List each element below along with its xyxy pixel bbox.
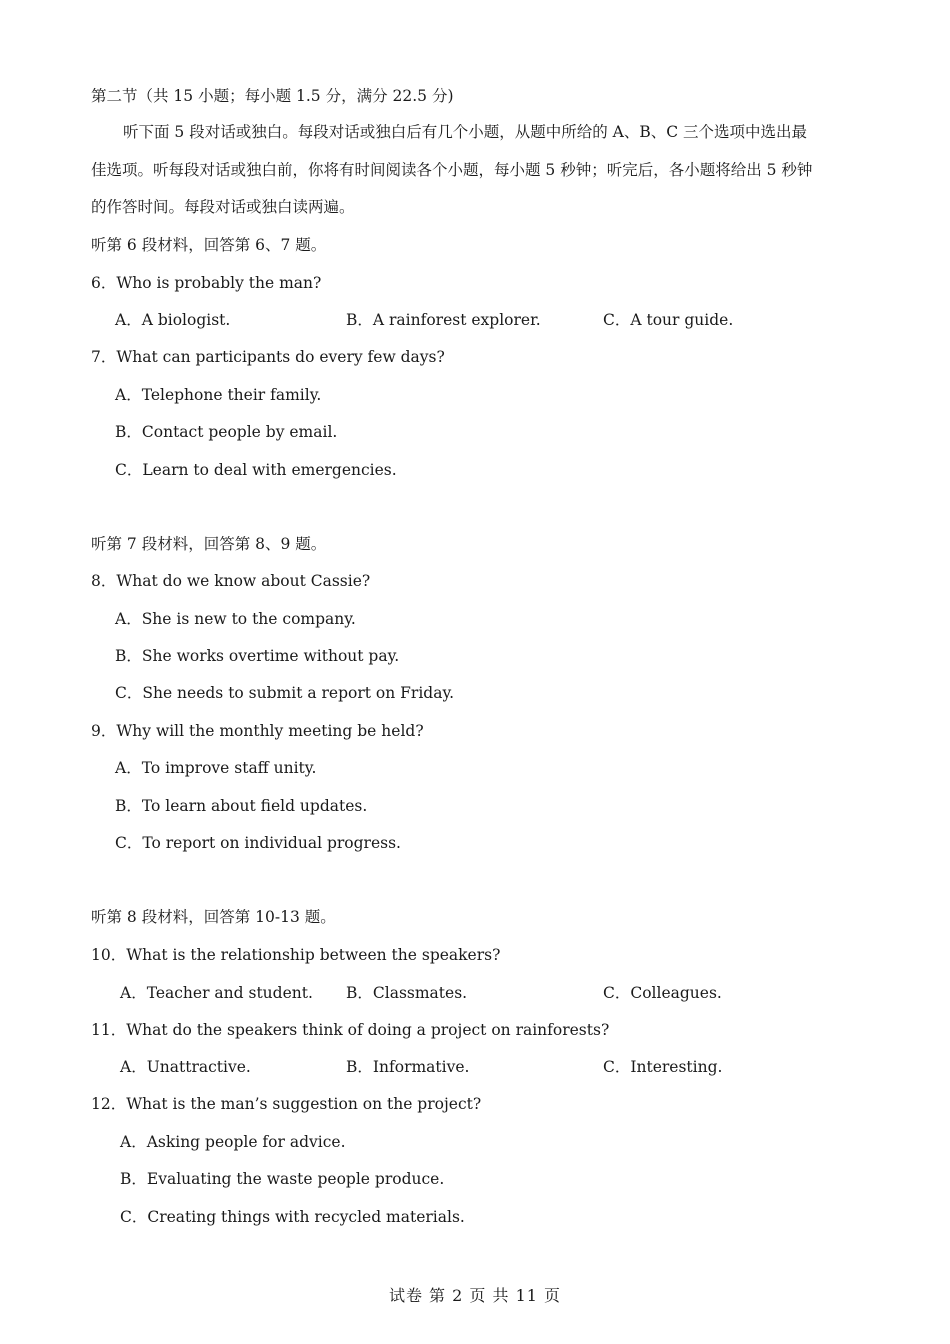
question-6-option-a: A．A biologist. bbox=[115, 311, 231, 329]
question-11-option-c: C．Interesting. bbox=[603, 1058, 723, 1076]
question-12-option-a: A．Asking people for advice. bbox=[120, 1133, 346, 1151]
question-6-option-c: C．A tour guide. bbox=[603, 311, 734, 329]
question-11-option-b: B．Informative. bbox=[346, 1058, 470, 1076]
question-11-option-a: A．Unattractive. bbox=[120, 1058, 251, 1076]
instruction-line-1: 听下面 5 段对话或独白。每段对话或独白后有几个小题，从题中所给的 A、B、C 三个选项中选出最 bbox=[123, 123, 808, 141]
group6-heading: 听第 6 段材料，回答第 6、7 题。 bbox=[91, 236, 327, 254]
question-8: 8．What do we know about Cassie? bbox=[91, 572, 371, 590]
question-12-option-c: C．Creating things with recycled materials. bbox=[120, 1208, 465, 1226]
question-12: 12．What is the man’s suggestion on the project? bbox=[91, 1095, 482, 1113]
question-8-option-b: B．She works overtime without pay. bbox=[115, 647, 400, 665]
question-9: 9．Why will the monthly meeting be held? bbox=[91, 722, 424, 740]
group8-heading: 听第 8 段材料，回答第 10-13 题。 bbox=[91, 908, 336, 926]
question-8-option-c: C．She needs to submit a report on Friday. bbox=[115, 684, 455, 702]
section-header: 第二节（共 15 小题；每小题 1.5 分，满分 22.5 分) bbox=[91, 87, 454, 105]
question-12-option-b: B．Evaluating the waste people produce. bbox=[120, 1170, 445, 1188]
question-6: 6．Who is probably the man? bbox=[91, 274, 322, 292]
question-7-option-a: A．Telephone their family. bbox=[115, 386, 322, 404]
question-11: 11．What do the speakers think of doing a project on rainforests? bbox=[91, 1021, 610, 1039]
instructions-paragraph bbox=[91, 114, 861, 227]
instruction-line-2: 佳选项。听每段对话或独白前，你将有时间阅读各个小题，每小题 5 秒钟；听完后，各小题将给出 5 秒钟 bbox=[91, 160, 813, 179]
question-10: 10．What is the relationship between the speakers? bbox=[91, 946, 501, 964]
page-footer: 试卷 第 2 页 共 11 页 bbox=[388, 1286, 562, 1305]
question-10-option-c: C．Colleagues. bbox=[603, 984, 722, 1002]
group7-heading: 听第 7 段材料，回答第 8、9 题。 bbox=[91, 535, 327, 553]
question-10-option-a: A．Teacher and student. bbox=[120, 984, 313, 1002]
instruction-line-3: 的作答时间。每段对话或独白读两遍。 bbox=[91, 198, 355, 216]
question-9-option-b: B．To learn about field updates. bbox=[115, 797, 368, 815]
question-6-option-b: B．A rainforest explorer. bbox=[346, 311, 541, 329]
question-8-option-a: A．She is new to the company. bbox=[115, 610, 356, 628]
question-9-option-c: C．To report on individual progress. bbox=[115, 834, 401, 852]
question-7-option-c: C．Learn to deal with emergencies. bbox=[115, 461, 397, 479]
question-9-option-a: A．To improve staff unity. bbox=[115, 759, 317, 777]
question-7-option-b: B．Contact people by email. bbox=[115, 423, 338, 441]
question-7: 7．What can participants do every few days? bbox=[91, 348, 445, 366]
question-10-option-b: B．Classmates. bbox=[346, 984, 468, 1002]
